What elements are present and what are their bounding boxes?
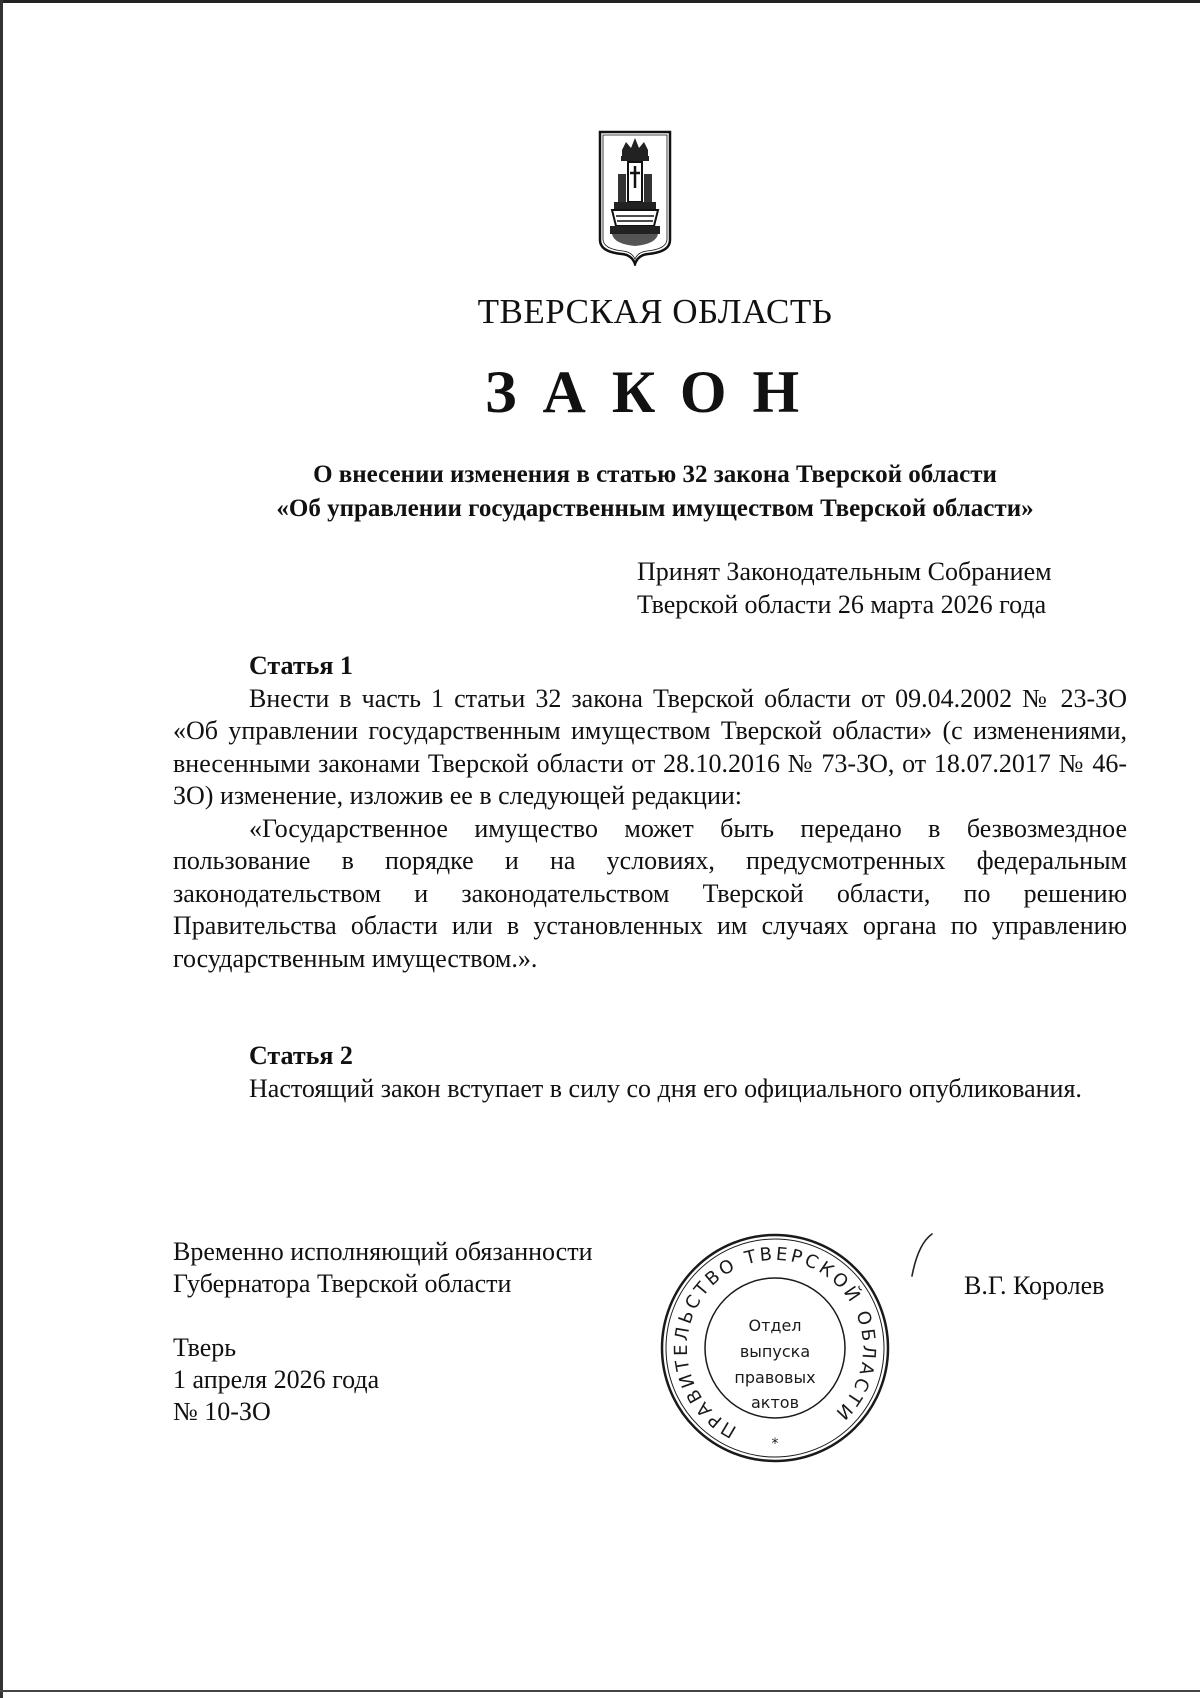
article-2-heading: Статья 2 (249, 1041, 353, 1070)
signer-position (173, 1236, 593, 1300)
subject-line-2: «Об управлении государственным имуществом Тверской области» (276, 495, 1034, 522)
document-requisites (173, 1332, 379, 1428)
document-number: № 10-ЗО (173, 1397, 271, 1426)
signer-position-line-1: Временно исполняющий обязанности (173, 1237, 593, 1266)
subject-line-1: О внесении изменения в статью 32 закона Тверской области (313, 461, 997, 488)
region-title: ТВЕРСКАЯ ОБЛАСТЬ (477, 292, 833, 331)
stamp-center-line-3: правовых (734, 1368, 816, 1387)
scan-edge-top (0, 0, 1200, 3)
adoption-note (637, 555, 1052, 621)
adoption-line-1: Принят Законодательным Собранием (637, 557, 1052, 586)
article-1-heading: Статья 1 (249, 651, 353, 680)
stamp-center-line-1: Отдел (748, 1316, 802, 1335)
article-1-paragraph-2: «Государственное имущество может быть передано в безвозмездное пользование в порядке и на условиях, предусмотренных федеральным законодательством и законодательством Тверской области, по решению Правительства области или в установленных им случаях органа по управлению государственным имуществом.». (173, 813, 1127, 973)
stamp-bottom-mark: * (771, 1436, 779, 1452)
signer-name: В.Г. Королев (964, 1271, 1105, 1300)
document-date: 1 апреля 2026 года (173, 1365, 380, 1394)
article-1-paragraph-1: Внести в часть 1 статьи 32 закона Тверской области от 09.04.2002 № 23-ЗО «Об управлении государственным имуществом Тверской области» (с изменениями, внесенными законами Тверской области от 28.10.2016 № 73-ЗО, от 18.07.2017 № 46-ЗО) изменение, изложив ее в следующей редакции: (173, 683, 1127, 810)
signature-mark (906, 1232, 936, 1280)
document-city: Тверь (173, 1333, 237, 1362)
signer-position-line-2: Губернатора Тверской области (173, 1269, 512, 1298)
stamp-center-line-2: выпуска (739, 1342, 811, 1361)
stamp-center-line-4: актов (750, 1393, 800, 1412)
coat-of-arms-icon (598, 130, 672, 266)
official-stamp (659, 1232, 891, 1464)
document-type-title: ЗАКОН (484, 359, 826, 425)
adoption-line-2: Тверской области 26 марта 2026 года (637, 590, 1047, 619)
article-2-paragraph-1: Настоящий закон вступает в силу со дня его официального опубликования. (249, 1073, 1082, 1103)
article-1 (173, 650, 1127, 975)
scan-edge-left (0, 0, 3, 1698)
article-2 (173, 1040, 1127, 1105)
scan-edge-bottom (0, 1690, 1200, 1692)
stamp-ring-text: ПРАВИТЕЛЬСТВО ТВЕРСКОЙ ОБЛАСТИ (670, 1243, 880, 1442)
law-subject (0, 458, 1200, 526)
